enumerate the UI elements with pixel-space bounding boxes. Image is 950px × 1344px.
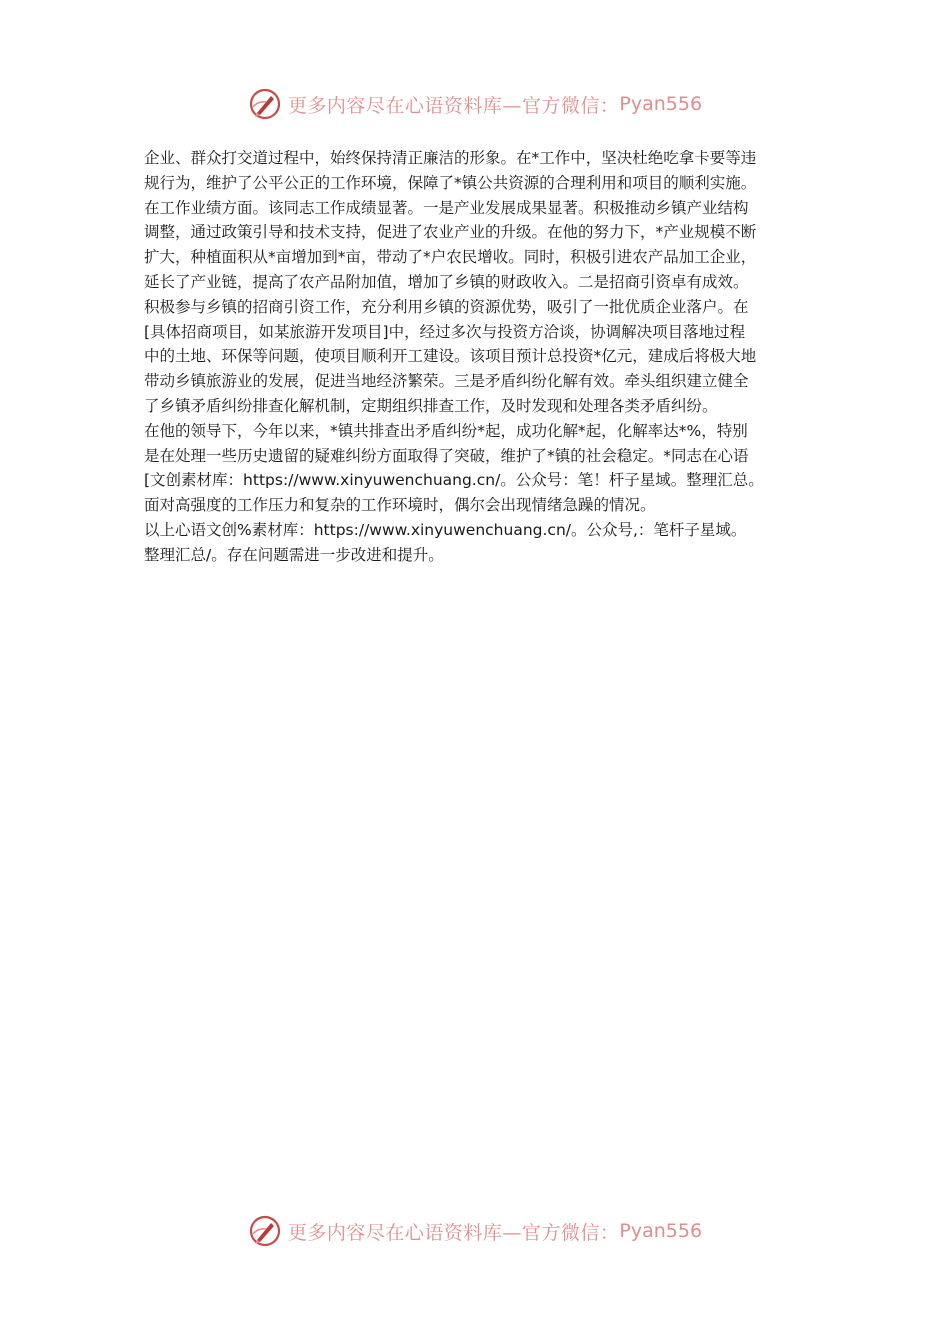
- watermark-wechat-id: Pyan556: [619, 1220, 703, 1242]
- paragraph: 以上心语文创%素材库：https://www.xinyuwenchuang.cn/。公众号,：笔杆子星域。 整理汇总/。存在问题需进一步改进和提升。: [144, 520, 747, 564]
- paragraph: 在他的领导下，今年以来，*镇共排查出矛盾纠纷*起，成功化解*起，化解率达*%，特别 是在处理一些历史遗留的疑难纠纷方面取得了突破，维护了*镇的社会稳定。*同志在心语 [文创素材库：https://www.xinyuwenchuang.cn/。公众号：笔！杆子星域。整理汇总。 面对高强度的工作压力和复杂的工作环境时，偶尔会出现情绪急躁的情况。: [144, 421, 764, 515]
- header-watermark: [0, 82, 950, 126]
- pen-logo-icon: [248, 1214, 282, 1248]
- document-body: [144, 146, 824, 568]
- footer-watermark: [0, 1209, 950, 1253]
- pen-logo-icon: [248, 87, 282, 121]
- paragraph: 在工作业绩方面。该同志工作成绩显著。一是产业发展成果显著。积极推动乡镇产业结构 调整，通过政策引导和技术支持，促进了农业产业的升级。在他的努力下，*产业规模不断 扩大，种植面积从*亩增加到*亩，带动了*户农民增收。同时，积极引进农产品加工企业， 延长了产业链，提高了农产品附加值，增加了乡镇的财政收入。二是招商引资卓有成效。 积极参与乡镇的招商引资工作，充分利用乡镇的资源优势，吸引了一批优质企业落户。在 [具体招商项目，如某旅游开发项目]中，经过多次与投资方洽谈，协调解决项目落地过程 中的土地、环保等问题，使项目顺利开工建设。该项目预计总投资*亿元，建成后将极大地 带动乡镇旅游业的发展，促进当地经济繁荣。三是矛盾纠纷化解有效。牵头组织建立健全 了乡镇矛盾纠纷排查化解机制，定期组织排查工作，及时发现和处理各类矛盾纠纷。: [144, 198, 757, 415]
- watermark-wechat-id: Pyan556: [619, 93, 703, 115]
- paragraph: 企业、群众打交道过程中，始终保持清正廉洁的形象。在*工作中，坚决杜绝吃拿卡要等违 规行为，维护了公平公正的工作环境，保障了*镇公共资源的合理利用和项目的顺利实施。: [144, 149, 757, 192]
- watermark-text: 更多内容尽在心语资料库—官方微信：: [287, 1221, 620, 1244]
- watermark-text: 更多内容尽在心语资料库—官方微信：: [287, 94, 620, 117]
